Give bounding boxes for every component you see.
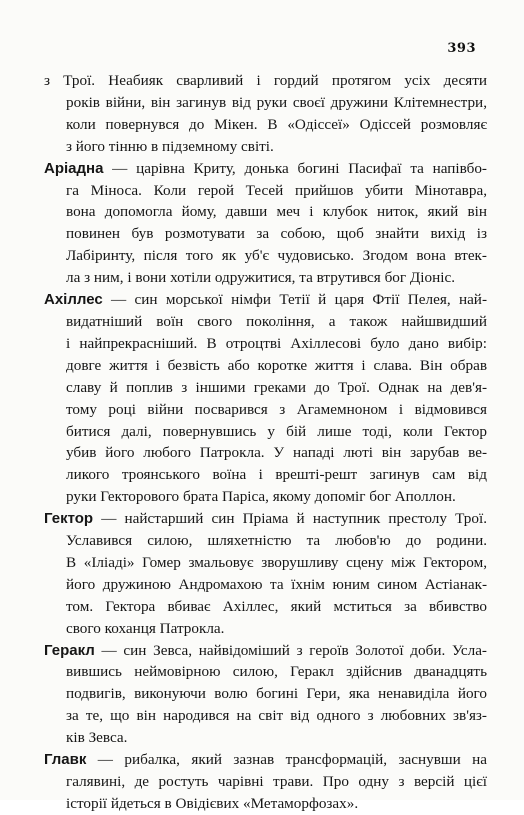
line-text: ликого троянського воїна і врешті-решт загинув сам від: [66, 466, 487, 484]
text-line: [44, 180, 487, 202]
line-text: і найпрекрасніший. В отроцтві Ахіллесові було дано вибір:: [66, 334, 487, 352]
text-line: [44, 771, 487, 793]
line-text: подвигів, виконуючи волю богині Гери, яка ненавиділа його: [66, 685, 487, 703]
glossary-term: Гектор: [44, 510, 94, 528]
line-text: видатніший воїн свого покоління, а також найшвидший: [66, 312, 487, 330]
line-text: ків Зевса.: [66, 729, 128, 747]
line-text: його дружиною Андромахою та їхнім юним сином Астіанак-: [66, 575, 487, 593]
text-line: [44, 201, 487, 223]
line-text: історії йдеться в Овідієвих «Метаморфозах».: [66, 794, 359, 812]
text-line: [44, 70, 487, 92]
text-line: [44, 289, 487, 311]
text-line: [44, 136, 487, 158]
glossary-entry: [44, 749, 487, 815]
text-line: [44, 442, 487, 464]
text-line: [44, 267, 487, 289]
line-text: з Трої. Неабияк сварливий і гордий протягом усіх десяти: [44, 72, 487, 89]
text-line: [44, 311, 487, 333]
text-line: [44, 574, 487, 596]
text-line: [44, 92, 487, 114]
text-line: [44, 596, 487, 618]
text-line: [44, 158, 487, 180]
line-text: убив його любого Патрокла. У нападі люті він зарубав ве-: [66, 444, 487, 462]
glossary-term: Ахіллес: [44, 291, 103, 309]
line-text: том. Гектора вбиває Ахіллес, який мститься за вбивство: [66, 597, 487, 615]
text-line: [44, 727, 487, 749]
glossary-term: Главк: [44, 751, 87, 769]
line-text: — найстарший син Пріама й наступник престолу Трої.: [93, 510, 487, 528]
text-line: [44, 618, 487, 640]
line-text: років війни, він загинув від руки своєї дружини Клітемнестри,: [66, 93, 487, 111]
line-text: тому році війни посварився з Агамемноном і відмовився: [66, 400, 487, 418]
text-line: [44, 508, 487, 530]
line-text: славу й поплив з іншими греками до Трої. Однак на дев'я-: [66, 378, 487, 396]
text-line: [44, 640, 487, 662]
line-text: — син Зевса, найвідоміший з героїв Золотої доби. Усла-: [94, 641, 487, 659]
line-text: повинен був розмотувати за собою, щоб знайти вихід із: [66, 225, 487, 243]
line-text: Уславився силою, шляхетністю та любов'ю до родини.: [66, 532, 487, 550]
line-text: довге життя і безвість або коротке життя і слава. Він обрав: [66, 356, 487, 374]
glossary-entry: [44, 508, 487, 639]
line-text: свого коханця Патрокла.: [66, 619, 225, 637]
page-number: 393: [447, 41, 476, 56]
glossary-entry: [44, 289, 487, 508]
text-line: [44, 464, 487, 486]
text-line: [44, 377, 487, 399]
text-line: [44, 705, 487, 727]
glossary-entry: [44, 158, 487, 289]
line-text: га Міноса. Коли герой Тесей прийшов убити Мінотавра,: [66, 181, 487, 199]
line-text: — син морської німфи Тетії й царя Фтії Пелея, най-: [102, 291, 487, 309]
text-line: [44, 661, 487, 683]
text-line: [44, 552, 487, 574]
line-text: коли повернувся до Мікен. В «Одіссеї» Одіссей розмовляє: [66, 115, 487, 133]
line-text: галявині, де ростуть чарівні трави. Про одну з версій цієї: [66, 773, 487, 790]
line-text: за те, що він народився на світ від одного з любовних зв'яз-: [66, 707, 487, 725]
text-line: [44, 486, 487, 508]
text-line: [44, 421, 487, 443]
glossary-text: [44, 70, 487, 815]
line-text: з його тінню в підземному світі.: [66, 137, 274, 155]
text-line: [44, 223, 487, 245]
text-line: [44, 683, 487, 705]
text-line: [44, 333, 487, 355]
line-text: — царівна Криту, донька богині Пасифаї та напівбо-: [103, 159, 487, 177]
line-text: ла з ним, і вони хотіли одружитися, та втрутився бог Діоніс.: [66, 269, 455, 287]
glossary-entry-continuation: [44, 70, 487, 158]
line-text: Лабіринту, після того як уб'є чудовисько. Згодом вона втек-: [66, 247, 487, 265]
line-text: битися далі, повернувшись у бій лише тоді, коли Гектор: [66, 422, 487, 440]
glossary-term: Аріадна: [44, 159, 104, 177]
glossary-entry: [44, 640, 487, 750]
line-text: вона допомогла йому, давши меч і клубок ниток, який він: [66, 203, 487, 221]
text-line: [44, 245, 487, 267]
glossary-term: Геракл: [44, 641, 95, 659]
text-line: [44, 399, 487, 421]
line-text: вившись неймовірною силою, Геракл здійснив дванадцять: [66, 663, 487, 681]
text-line: [44, 530, 487, 552]
line-text: — рибалка, який зазнав трансформацій, заснувши на: [86, 751, 487, 769]
text-line: [44, 355, 487, 377]
text-line: [44, 114, 487, 136]
text-line: [44, 749, 487, 771]
line-text: В «Іліаді» Гомер змальовує зворушливу сцену між Гектором,: [66, 553, 487, 571]
line-text: руки Гекторового брата Паріса, якому допоміг бог Аполлон.: [66, 488, 456, 506]
text-line: [44, 793, 487, 815]
